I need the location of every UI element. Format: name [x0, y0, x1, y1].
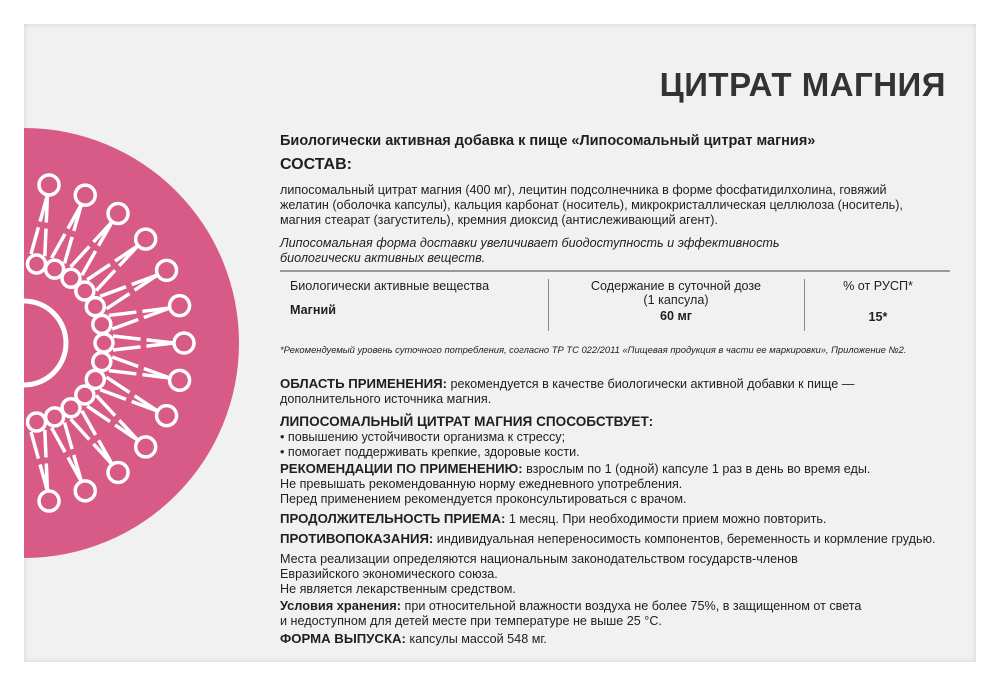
product-title: ЦИТРАТ МАГНИЯ: [659, 66, 946, 103]
composition-text: липосомальный цитрат магния (400 мг), лецитин подсолнечника в форме фосфатидилхолина, говяжий желатин (оболочка капсулы), кальция карбонат (носитель), микрокристаллическая целлюлоза (носитель), магния стеарат (загуститель), кремния диоксид (антислеживающий агент).: [280, 183, 903, 227]
product-label-card: [24, 24, 976, 662]
table-col-percent: [806, 275, 950, 324]
table-col-dose: [550, 275, 802, 323]
liposome-graphic-icon: [24, 24, 264, 662]
table-header-percent: % от РУСП*: [843, 279, 913, 293]
list-item: • повышению устойчивости организма к стрессу;: [280, 430, 566, 444]
section-benefits: ЛИПОСОМАЛЬНЫЙ ЦИТРАТ МАГНИЯ СПОСОБСТВУЕТ: • повышению устойчивости организма к стрессу; • помогает поддерживать крепкие, здоровые кости.: [280, 414, 960, 460]
section-contraindications: ПРОТИВОПОКАЗАНИЯ: индивидуальная непереносимость компонентов, беременность и кормление грудью.: [280, 531, 936, 546]
section-usage: РЕКОМЕНДАЦИИ ПО ПРИМЕНЕНИЮ: взрослым по 1 (одной) капсуле 1 раз в день во время еды. Не превышать рекомендованную норму ежедневного употребления. Перед применением рекомендуется проконсультироваться с врачом.: [280, 461, 871, 506]
composition-heading: СОСТАВ:: [280, 156, 352, 173]
composition-note: Липосомальная форма доставки увеличивает биодоступность и эффективность биологически активных веществ.: [280, 236, 780, 265]
table-divider: [548, 279, 549, 331]
table-header-dose: Содержание в суточной дозе: [590, 279, 762, 293]
table-cell-dose: 60 мг: [659, 309, 693, 323]
table-header-substance: Биологически активные вещества: [290, 279, 490, 293]
section-sales: Места реализации определяются национальным законодательством государств-членов Евразийского экономического союза. Не является лекарственным средством.: [280, 552, 798, 596]
divider: [280, 270, 950, 272]
table-header-dose-unit: (1 капсула): [643, 293, 709, 307]
table-cell-percent: 15*: [868, 310, 888, 324]
table-divider: [804, 279, 805, 331]
section-form: ФОРМА ВЫПУСКА: капсулы массой 548 мг.: [280, 631, 547, 646]
section-storage: Условия хранения: при относительной влажности воздуха не более 75%, в защищенном от света и недоступном для детей месте при температуре не выше 25 °С.: [280, 598, 862, 628]
nutrient-table: [280, 275, 950, 337]
footnote: *Рекомендуемый уровень суточного потребления, согласно ТР ТС 022/2011 «Пищевая продукция в части ее маркировки», Приложение №2.: [280, 344, 907, 355]
table-cell-substance: Магний: [290, 303, 336, 317]
table-col-substance: [290, 275, 510, 317]
product-subtitle: Биологически активная добавка к пище «Липосомальный цитрат магния»: [280, 133, 816, 149]
section-duration: ПРОДОЛЖИТЕЛЬНОСТЬ ПРИЕМА: 1 месяц. При необходимости прием можно повторить.: [280, 511, 827, 526]
section-area: ОБЛАСТЬ ПРИМЕНЕНИЯ: рекомендуется в качестве биологически активной добавки к пище — дополнительного источника магния.: [280, 376, 855, 406]
list-item: • помогает поддерживать крепкие, здоровые кости.: [280, 445, 580, 459]
